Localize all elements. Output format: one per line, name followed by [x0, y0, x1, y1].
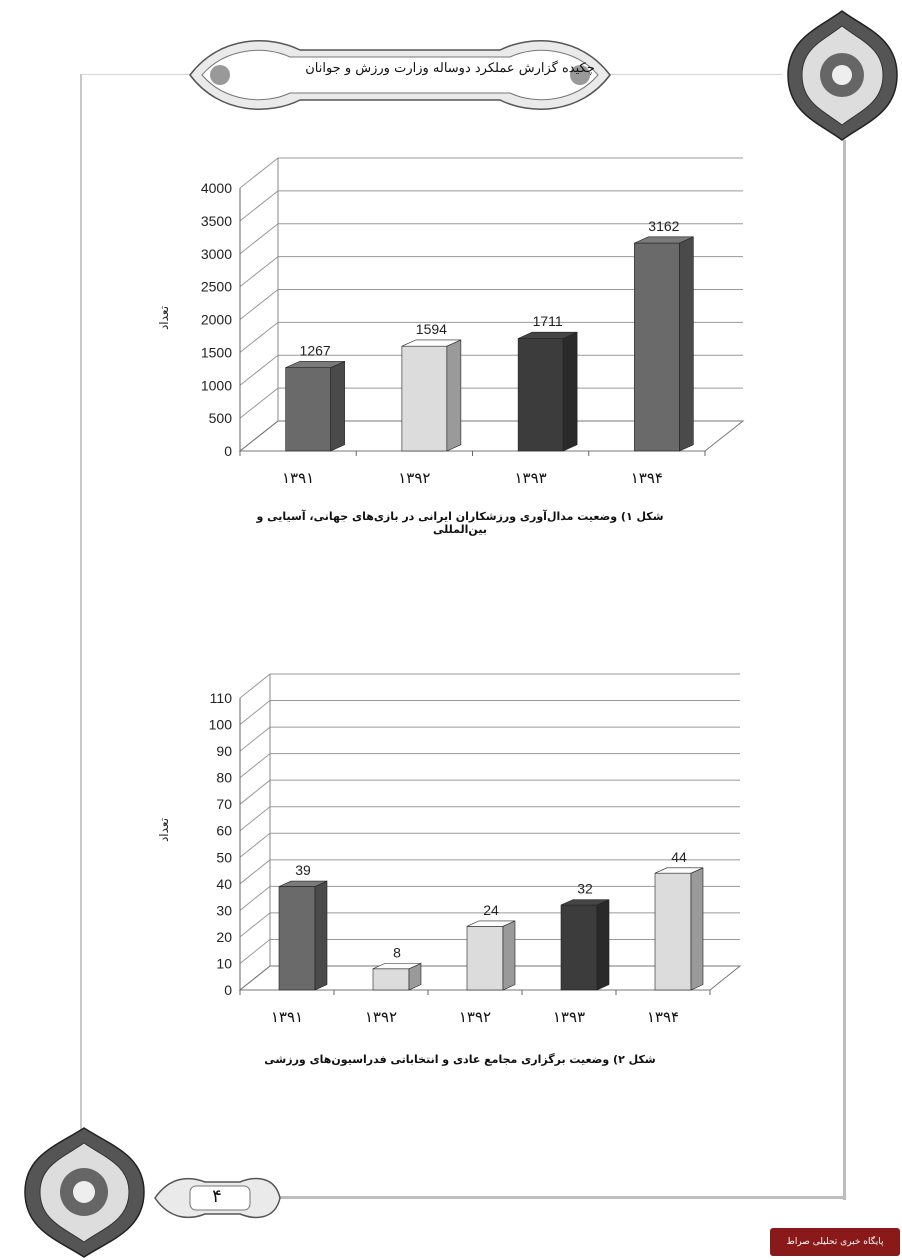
grid-connector [240, 860, 270, 884]
y-tick-label: 2000 [200, 311, 232, 328]
chart-1-y-axis-label: تعداد [157, 305, 171, 331]
y-tick-label: 30 [216, 902, 232, 919]
category-label: ۱۳۹۳ [552, 1008, 586, 1026]
y-tick-label: 4000 [200, 180, 232, 196]
bar [561, 900, 609, 990]
bar [373, 963, 421, 990]
y-tick-label: 80 [216, 769, 232, 786]
chart-1-caption: شکل ۱) وضعیت مدال‌آوری ورزشکاران ایرانی در بازی‌های جهانی، آسیایی و بین‌المللی [256, 510, 664, 536]
data-label: 44 [671, 848, 687, 865]
y-tick-label: 50 [216, 849, 232, 866]
y-tick-label: 40 [216, 875, 232, 892]
bar [655, 868, 703, 990]
grid-connector [240, 913, 270, 937]
grid-connector [240, 754, 270, 778]
y-tick-label: 70 [216, 796, 232, 813]
bar [467, 921, 515, 990]
y-tick-label: 90 [216, 743, 232, 760]
y-tick-label: 2500 [200, 278, 232, 295]
watermark-badge: پایگاه خبری تحلیلی صراط [770, 1228, 900, 1256]
grid-connector [240, 674, 270, 698]
header-title: چکیده گزارش عملکرد دوساله وزارت ورزش و جوانان [305, 61, 595, 76]
bar-front [467, 926, 503, 990]
bar-side [597, 900, 609, 990]
grid-connector [240, 701, 270, 725]
chart-2-y-axis-label: تعداد [157, 817, 171, 843]
data-label: 8 [393, 944, 401, 961]
category-label: ۱۳۹۲ [364, 1008, 398, 1026]
grid-connector [240, 780, 270, 804]
y-tick-label: 3000 [200, 245, 232, 262]
chart-2-categories [271, 1008, 679, 1026]
category-label: ۱۳۹۳ [514, 469, 547, 487]
bar-side [503, 921, 515, 990]
y-tick-label: 1500 [200, 344, 232, 361]
bar-side [315, 881, 327, 990]
data-label: 1267 [299, 342, 331, 359]
grid-connector [240, 886, 270, 910]
y-tick-label: 1000 [200, 377, 232, 394]
y-tick-label: 0 [224, 443, 232, 459]
chart-2-y-ticks [209, 690, 233, 998]
y-tick-label: 100 [208, 716, 232, 733]
y-tick-label: 110 [209, 690, 232, 706]
page-number: ۴ [212, 1186, 222, 1207]
data-label: 24 [483, 901, 499, 918]
bar [279, 881, 327, 990]
data-label: 39 [295, 862, 311, 879]
grid-connector [240, 833, 270, 857]
category-label: ۱۳۹۴ [630, 469, 663, 487]
data-label: 1711 [532, 313, 563, 330]
grid-connector [240, 727, 270, 751]
bar-side [691, 868, 703, 990]
category-label: ۱۳۹۴ [646, 1008, 680, 1026]
category-label: ۱۳۹۱ [282, 469, 315, 487]
bar-front [373, 969, 409, 990]
category-label: ۱۳۹۲ [458, 1008, 492, 1026]
y-tick-label: 0 [224, 982, 232, 998]
data-label: 3162 [648, 217, 680, 234]
category-label: ۱۳۹۲ [398, 469, 431, 487]
y-tick-label: 10 [216, 955, 232, 972]
y-tick-label: 20 [216, 928, 232, 945]
y-tick-label: 500 [208, 410, 232, 427]
y-tick-label: 3500 [200, 212, 232, 229]
category-label: ۱۳۹۱ [270, 1008, 304, 1026]
data-label: 1594 [415, 320, 447, 337]
bar-front [279, 886, 315, 990]
grid-connector [240, 807, 270, 831]
y-tick-label: 60 [216, 822, 232, 839]
chart-2-caption: شکل ۲) وضعیت برگزاری مجامع عادی و انتخاباتی فدراسیون‌های ورزشی [264, 1053, 656, 1066]
bar-front [561, 905, 597, 990]
grid-connector [240, 939, 270, 963]
data-label: 32 [577, 880, 593, 897]
bar-front [655, 873, 691, 990]
